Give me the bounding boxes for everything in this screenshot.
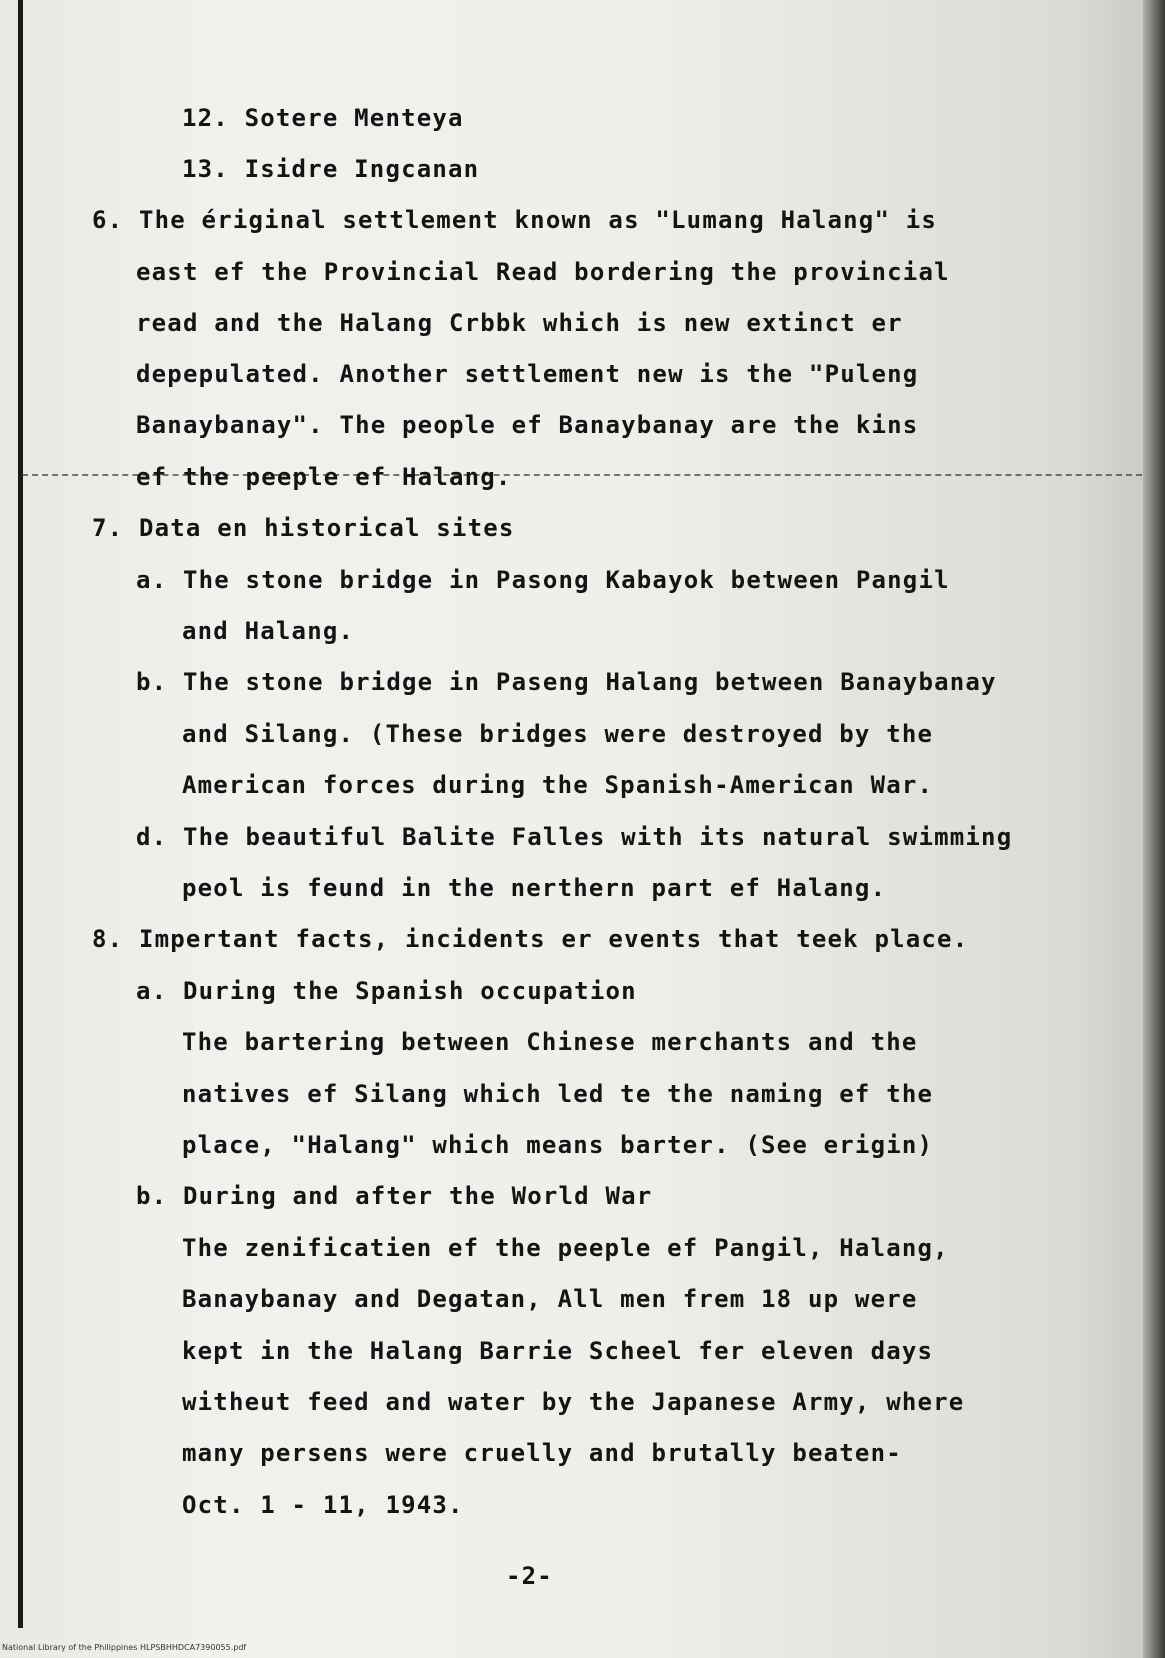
text-line-18: a. During the Spanish occupation: [136, 977, 637, 1005]
page-left-border: [18, 0, 23, 1628]
text-line-16: peol is feund in the nerthern part ef Halang.: [182, 874, 887, 902]
text-line-1: 12. Sotere Menteya: [182, 104, 464, 132]
text-line-3: 6. The ériginal settlement known as "Lumang Halang" is: [92, 206, 938, 234]
text-line-22: b. During and after the World War: [136, 1182, 653, 1210]
text-line-27: many persens were cruelly and brutally beaten-: [182, 1439, 902, 1467]
text-line-20: natives ef Silang which led te the naming ef the: [182, 1080, 934, 1108]
text-line-10: a. The stone bridge in Pasong Kabayok between Pangil: [136, 566, 950, 594]
text-line-5: read and the Halang Crbbk which is new extinct er: [136, 309, 903, 337]
text-line-7: Banaybanay". The people ef Banaybanay are the kins: [136, 411, 919, 439]
text-line-12: b. The stone bridge in Paseng Halang between Banaybanay: [136, 668, 997, 696]
text-line-6: depepulated. Another settlement new is the "Puleng: [136, 360, 919, 388]
text-line-11: and Halang.: [182, 617, 355, 645]
text-line-19: The bartering between Chinese merchants and the: [182, 1028, 918, 1056]
page-number: -2-: [506, 1562, 553, 1590]
text-line-13: and Silang. (These bridges were destroyed by the: [182, 720, 934, 748]
text-line-8: ef the peeple ef Halang.: [136, 463, 512, 491]
text-line-25: kept in the Halang Barrie Scheel fer eleven days: [182, 1337, 934, 1365]
text-line-2: 13. Isidre Ingcanan: [182, 155, 480, 183]
scan-footer: National Library of the Philippines HLPSBHHDCA7390055.pdf: [2, 1643, 247, 1652]
text-line-23: The zenificatien ef the peeple ef Pangil, Halang,: [182, 1234, 949, 1262]
page-right-shadow: [1143, 0, 1165, 1658]
text-line-4: east ef the Provincial Read bordering the provincial: [136, 258, 950, 286]
text-line-15: d. The beautiful Balite Falles with its natural swimming: [136, 823, 1013, 851]
text-line-21: place, "Halang" which means barter. (See erigin): [182, 1131, 934, 1159]
text-line-17: 8. Impertant facts, incidents er events that teek place.: [92, 925, 969, 953]
text-line-28: Oct. 1 - 11, 1943.: [182, 1491, 464, 1519]
text-line-14: American forces during the Spanish-American War.: [182, 771, 934, 799]
text-line-9: 7. Data en historical sites: [92, 514, 515, 542]
text-line-26: witheut feed and water by the Japanese Army, where: [182, 1388, 965, 1416]
text-line-24: Banaybanay and Degatan, All men frem 18 up were: [182, 1285, 918, 1313]
